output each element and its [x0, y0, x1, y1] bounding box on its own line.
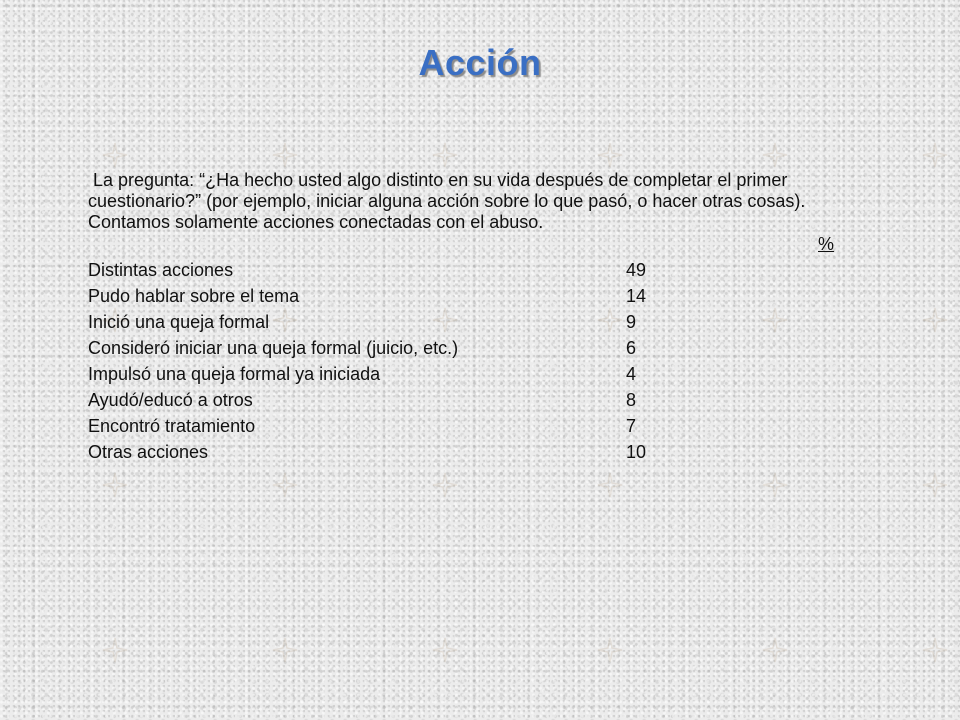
- row-label: Ayudó/educó a otros: [88, 390, 253, 410]
- watermark-icon: [100, 635, 130, 665]
- row-label: Otras acciones: [88, 442, 209, 462]
- results-table: [88, 257, 888, 465]
- row-value: 9: [626, 312, 637, 332]
- table-row: [88, 361, 888, 387]
- row-label: Consideró iniciar una queja formal (juicio, etc.): [88, 338, 459, 358]
- slide-content: [88, 170, 888, 465]
- watermark-icon: [430, 470, 460, 500]
- row-value: 14: [626, 286, 647, 306]
- row-label: Inició una queja formal: [88, 312, 270, 332]
- table-row: [88, 257, 888, 283]
- watermark-icon: [270, 140, 300, 170]
- table-row: [88, 283, 888, 309]
- watermark-icon: [760, 470, 790, 500]
- watermark-icon: [430, 635, 460, 665]
- slide-title: Acción: [418, 42, 542, 83]
- watermark-icon: [920, 305, 950, 335]
- row-label: Encontró tratamiento: [88, 416, 256, 436]
- watermark-icon: [595, 470, 625, 500]
- table-row: [88, 439, 888, 465]
- row-value: 7: [626, 416, 637, 436]
- watermark-icon: [920, 470, 950, 500]
- row-value: 8: [626, 390, 637, 410]
- watermark-icon: [100, 140, 130, 170]
- row-label: Pudo hablar sobre el tema: [88, 286, 300, 306]
- watermark-icon: [760, 140, 790, 170]
- row-value: 4: [626, 364, 637, 384]
- intro-paragraph: La pregunta: “¿Ha hecho usted algo distinto en su vida después de completar el primer cuestionario?” (por ejemplo, iniciar alguna acción sobre lo que pasó, o hacer otras cosas). Contamos solamente acciones conectadas con el abuso.: [88, 170, 806, 232]
- percent-column-header: %: [818, 234, 835, 254]
- table-row: [88, 335, 888, 361]
- watermark-icon: [920, 140, 950, 170]
- row-label: Impulsó una queja formal ya iniciada: [88, 364, 381, 384]
- watermark-icon: [100, 470, 130, 500]
- watermark-icon: [760, 635, 790, 665]
- watermark-icon: [270, 470, 300, 500]
- row-value: 6: [626, 338, 637, 358]
- row-value: 10: [626, 442, 647, 462]
- table-row: [88, 387, 888, 413]
- watermark-icon: [270, 635, 300, 665]
- row-value: 49: [626, 260, 647, 280]
- row-label: Distintas acciones: [88, 260, 234, 280]
- table-row: [88, 413, 888, 439]
- watermark-icon: [430, 140, 460, 170]
- watermark-icon: [595, 635, 625, 665]
- table-row: [88, 309, 888, 335]
- watermark-icon: [595, 140, 625, 170]
- watermark-icon: [920, 635, 950, 665]
